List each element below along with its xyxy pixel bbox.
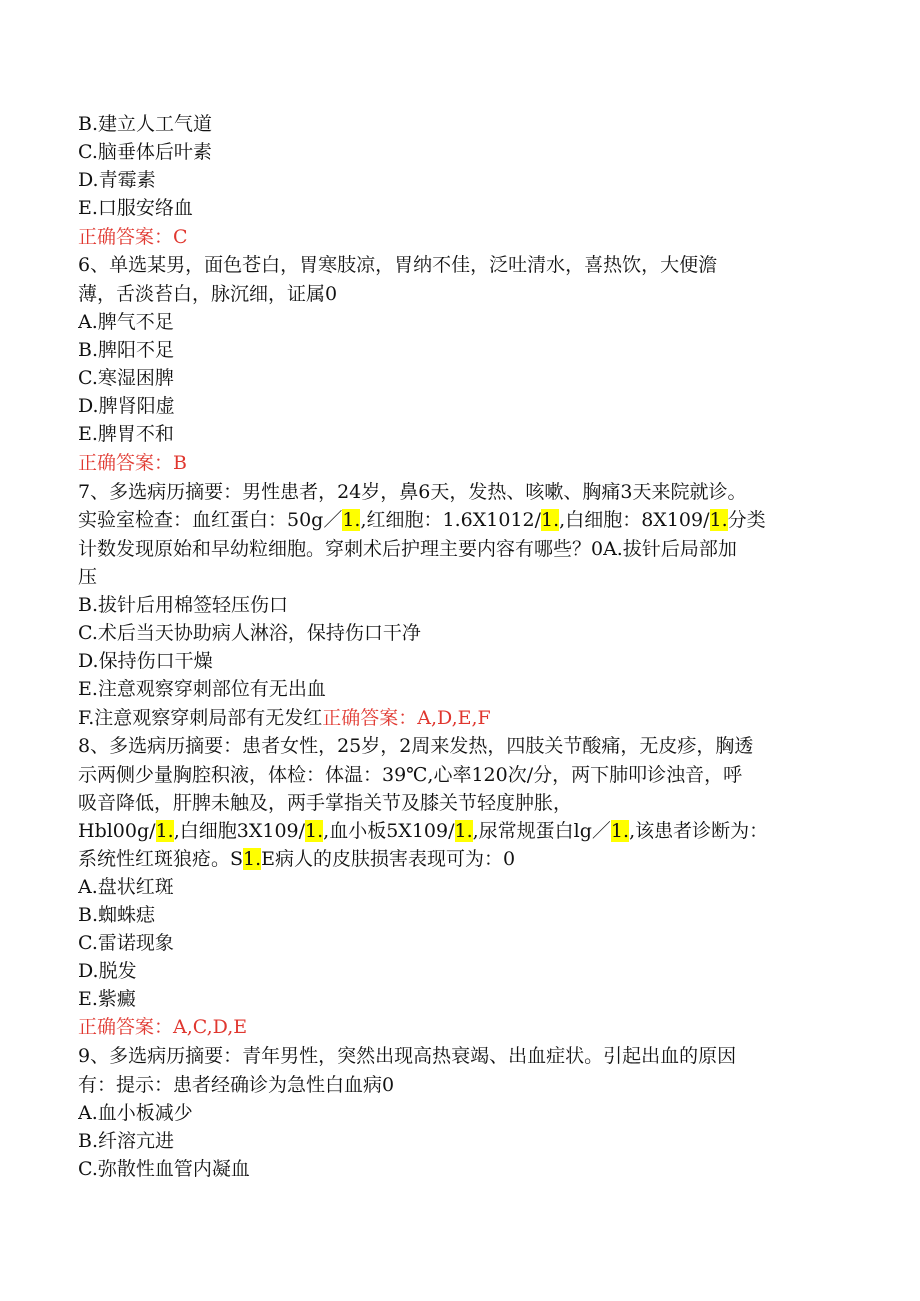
q6-stem-line-2: 薄，舌淡苔白，脉沉细，证属0 bbox=[78, 283, 338, 305]
q8-option-c: C.雷诺现象 bbox=[78, 932, 174, 954]
text-run: 实验室检查：血红蛋白：50g／ bbox=[78, 509, 343, 531]
q5-option-d: D.青霉素 bbox=[78, 169, 156, 191]
highlighted-text: 1. bbox=[709, 509, 728, 531]
text-run: 分类 bbox=[727, 509, 766, 531]
q6-answer bbox=[78, 449, 848, 477]
text-run: E病人的皮肤损害表现可为：0 bbox=[261, 848, 516, 870]
q9-stem-line-2: 有：提示：患者经确诊为急性白血病0 bbox=[78, 1074, 395, 1096]
highlighted-text: 1. bbox=[155, 820, 174, 842]
answer-label: 正确答案： bbox=[322, 707, 418, 729]
q8-stem-line-5 bbox=[78, 845, 848, 873]
q8-answer bbox=[78, 1013, 848, 1041]
q8-stem-line-1: 8、多选病历摘要：患者女性，25岁，2周来发热，四肢关节酸痛，无皮疹，胸透 bbox=[78, 735, 754, 757]
q7-option-e: E.注意观察穿刺部位有无出血 bbox=[78, 678, 326, 700]
q8-option-b: B.蜘蛛痣 bbox=[78, 904, 156, 926]
q8-option-e: E.紫癜 bbox=[78, 988, 136, 1010]
q7-stem-line-4: 压 bbox=[78, 566, 98, 588]
q7-option-c: C.术后当天协助病人淋浴，保持伤口干净 bbox=[78, 622, 421, 644]
text-run: ,该患者诊断为： bbox=[629, 820, 769, 842]
highlighted-text: 1. bbox=[305, 820, 324, 842]
q8-option-d: D.脱发 bbox=[78, 960, 137, 982]
highlighted-text: 1. bbox=[454, 820, 473, 842]
answer-value: C bbox=[173, 226, 188, 248]
q5-option-e: E.口服安络血 bbox=[78, 197, 193, 219]
text-run: Hbl00g/ bbox=[78, 820, 156, 842]
q6-option-d: D.脾肾阳虚 bbox=[78, 395, 175, 417]
text-run: ,白细胞：8X109/ bbox=[559, 509, 710, 531]
answer-label: 正确答案： bbox=[78, 1016, 174, 1038]
highlighted-text: 1. bbox=[610, 820, 630, 842]
q6-option-c: C.寒湿困脾 bbox=[78, 367, 174, 389]
text-run: ,血小板5X109/ bbox=[323, 820, 455, 842]
highlighted-text: 1. bbox=[342, 509, 361, 531]
q7-stem-line-2 bbox=[78, 506, 848, 534]
q7-option-f-and-answer bbox=[78, 704, 848, 732]
answer-label: 正确答案： bbox=[78, 452, 174, 474]
q9-option-b: B.纤溶亢进 bbox=[78, 1130, 175, 1152]
q8-stem-line-4 bbox=[78, 817, 848, 845]
q8-option-a: A.盘状红斑 bbox=[78, 876, 174, 898]
q8-stem-line-3: 吸音降低，肝脾未触及，两手掌指关节及膝关节轻度肿胀， bbox=[78, 792, 573, 814]
q6-option-a: A.脾气不足 bbox=[78, 311, 174, 333]
answer-label: 正确答案： bbox=[78, 226, 174, 248]
q5-option-b: B.建立人工气道 bbox=[78, 113, 213, 135]
q7-stem-line-1: 7、多选病历摘要：男性患者，24岁，鼻6天，发热、咳嗽、胸痛3天来院就诊。 bbox=[78, 481, 747, 503]
q6-option-b: B.脾阳不足 bbox=[78, 339, 175, 361]
answer-value: A,C,D,E bbox=[173, 1016, 248, 1038]
text-run: 系统性红斑狼疮。S bbox=[78, 848, 244, 870]
highlighted-text: 1. bbox=[243, 848, 262, 870]
answer-value: A,D,E,F bbox=[417, 707, 491, 729]
q8-stem-line-2: 示两侧少量胸腔积液，体检：体温：39℃,心率120次/分，两下肺叩诊浊音，呼 bbox=[78, 764, 743, 786]
q6-option-e: E.脾胃不和 bbox=[78, 423, 174, 445]
q7-stem-line-3: 计数发现原始和早幼粒细胞。穿刺术后护理主要内容有哪些？0A.拔针后局部加 bbox=[78, 538, 737, 560]
text-run: ,白细胞3X109/ bbox=[173, 820, 306, 842]
text-run: ,尿常规蛋白lg／ bbox=[472, 820, 611, 842]
q6-stem-line-1: 6、单选某男，面色苍白，胃寒肢凉，胃纳不佳，泛吐清水，喜热饮，大便澹 bbox=[78, 254, 718, 276]
q5-answer bbox=[78, 223, 848, 251]
q9-option-c: C.弥散性血管内凝血 bbox=[78, 1158, 250, 1180]
q5-option-c: C.脑垂体后叶素 bbox=[78, 141, 212, 163]
highlighted-text: 1. bbox=[541, 509, 560, 531]
text-run: ,红细胞：1.6X1012/ bbox=[360, 509, 542, 531]
q9-option-a: A.血小板减少 bbox=[78, 1102, 193, 1124]
q7-option-d: D.保持伤口干燥 bbox=[78, 650, 213, 672]
q7-option-b: B.拔针后用棉签轻压伤口 bbox=[78, 594, 289, 616]
q7-option-f: F.注意观察穿刺局部有无发红 bbox=[78, 707, 323, 729]
answer-value: B bbox=[173, 452, 187, 474]
q9-stem-line-1: 9、多选病历摘要：青年男性，突然出现高热衰竭、出血症状。引起出血的原因 bbox=[78, 1045, 737, 1067]
